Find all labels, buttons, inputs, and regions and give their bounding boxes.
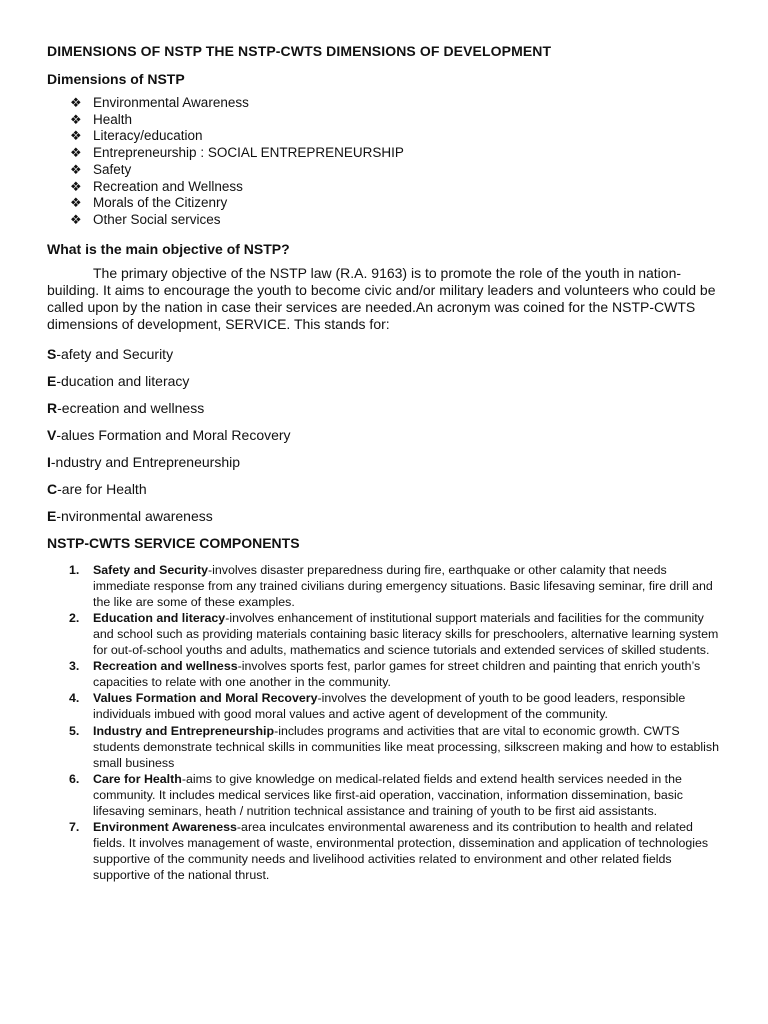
diamond-bullet-icon: ❖: [70, 145, 82, 161]
list-item: ❖ Safety: [70, 161, 132, 177]
diamond-bullet-icon: ❖: [70, 195, 82, 211]
list-item: ❖ Recreation and Wellness: [70, 178, 243, 194]
document-title: DIMENSIONS OF NSTP THE NSTP-CWTS DIMENSIONS OF DEVELOPMENT: [47, 43, 552, 59]
list-item: ❖ Environmental Awareness: [70, 95, 249, 110]
list-item: ❖ Entrepreneurship : SOCIAL ENTREPRENEURSHIP: [70, 145, 404, 161]
diamond-bullet-icon: ❖: [70, 95, 82, 110]
list-item: ❖ Morals of the Citizenry: [70, 195, 228, 211]
document-page: [47, 43, 727, 884]
list-item: 3. Recreation and wellness-involves sports fest, parlor games for street children and painting that enrich youth’s capacities to relate with one another in the community.: [69, 659, 701, 690]
list-item: 1. Safety and Security-involves disaster preparedness during fire, earthquake or other calamity that needs immediate response from any trained civilians during emergency situations. Basic lifesaving seminar, fire drill and the like are some of these examples.: [69, 562, 713, 609]
diamond-bullet-icon: ❖: [70, 211, 82, 227]
list-item: ❖ Health: [70, 111, 133, 127]
diamond-bullet-icon: ❖: [70, 128, 82, 144]
dimensions-list: [47, 95, 727, 229]
list-item: 4. Values Formation and Moral Recovery-involves the development of youth to be good leaders, responsible individuals imbued with good moral values and active agent of development of the community.: [69, 691, 686, 722]
diamond-bullet-icon: ❖: [70, 178, 82, 194]
acronym-line: R-ecreation and wellness: [47, 399, 205, 416]
acronym-line: V-alues Formation and Moral Recovery: [47, 426, 291, 443]
objective-paragraph: The primary objective of the NSTP law (R.A. 9163) is to promote the role of the youth in nation-building. It aims to encourage the youth to become civic and/or military leaders and volunteers who could be called upon by the nation in case their services are needed.An acronym was coined for the NSTP-CWTS dimensions of development, SERVICE. This stands for:: [47, 264, 716, 332]
diamond-bullet-icon: ❖: [70, 161, 82, 177]
acronym-line: S-afety and Security: [47, 345, 174, 362]
dimensions-heading: Dimensions of NSTP: [47, 71, 185, 87]
list-item: 2. Education and literacy-involves enhancement of institutional support materials and facilities for the community and school such as providing materials containing basic literacy skills for preschoolers, alternative learning system for out-of-school youths and adults, mathematics and science tutorials and extended services of skilled students.: [69, 610, 719, 658]
acronym-line: I-ndustry and Entrepreneurship: [47, 453, 240, 470]
components-list: [47, 562, 727, 884]
list-item: ❖ Literacy/education: [70, 128, 203, 144]
objective-heading: What is the main objective of NSTP?: [47, 240, 290, 257]
diamond-bullet-icon: ❖: [70, 111, 82, 127]
list-item: ❖ Other Social services: [70, 211, 221, 227]
list-item: 5. Industry and Entrepreneurship-includes programs and activities that are vital to economic growth. CWTS students demonstrate technical skills in communities like meat processing, silkscreen making and how to establish small business: [69, 723, 720, 770]
acronym-line: E-ducation and literacy: [47, 372, 190, 389]
acronym-line: C-are for Health: [47, 480, 147, 497]
acronym-line: E-nvironmental awareness: [47, 507, 213, 524]
components-heading: NSTP-CWTS SERVICE COMPONENTS: [47, 534, 300, 551]
list-item: 7. Environment Awareness-area inculcates environmental awareness and its contribution to health and related fields. It involves management of waste, environmental protection, dissemination and application of technologies supportive of the community needs and livelihood activities related to environment and other related fields supportive of the national thrust.: [69, 820, 709, 883]
list-item: 6. Care for Health-aims to give knowledge on medical-related fields and extend health services needed in the community. It includes medical services like first-aid operation, vaccination, information dissemination, basic lifesaving seminars, heath / nutrition technical assistance and training of youth to be first aid assistants.: [69, 771, 683, 819]
